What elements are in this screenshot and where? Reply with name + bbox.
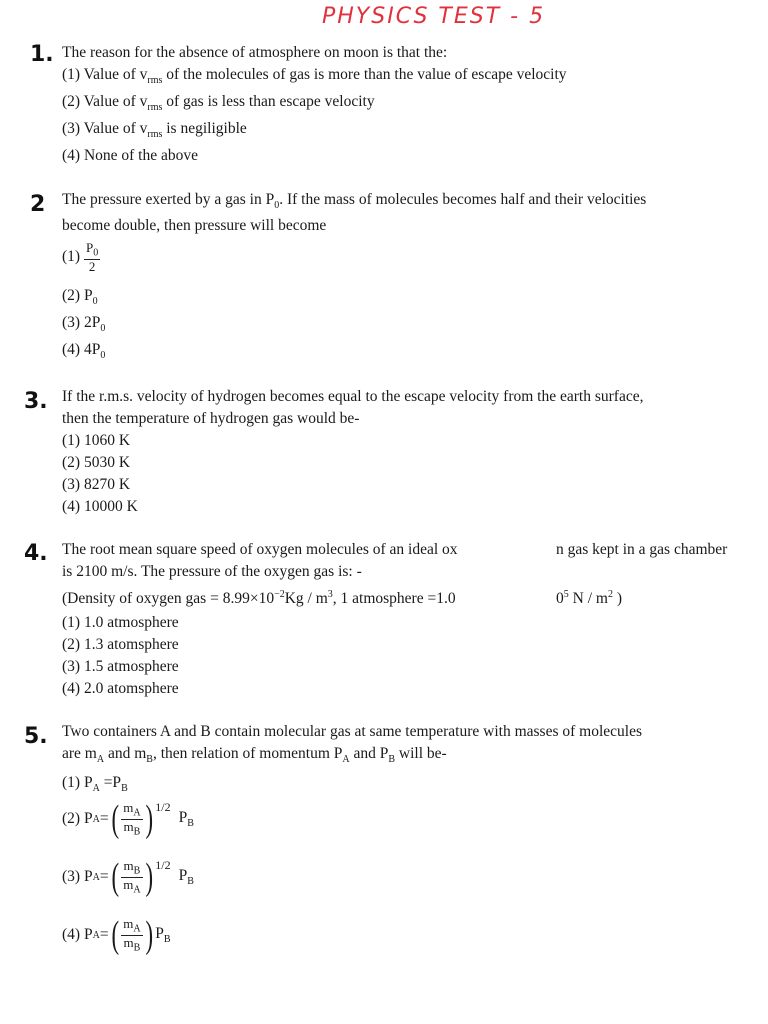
question-2-number: 2 [30,192,46,217]
question-5-option-4: (4) P A = ( $\frac{m_A}{m_B}$ ) $P_B$ [62,914,171,956]
question-4-text-line-3b: $0^5$ N / $m^2$ ) [556,589,622,608]
question-2-text-line-2: become double, then pressure will become [62,217,327,234]
fraction-ma-over-mb: $\frac{m_A}{m_B}$ [123,915,141,954]
fraction-mb-over-ma: $\frac{m_B}{m_A}$ [123,857,141,896]
question-5-option-2: (2) P A = ( $\frac{m_A}{m_B}$ ) $^{1/2}$ $P_B$ [62,798,194,840]
question-3-option-4: (4) 10000 K [62,498,138,515]
question-4-option-2: (2) 1.3 atomsphere [62,636,179,653]
question-3-text-line-1: If the r.m.s. velocity of hydrogen becomes equal to the escape velocity from the earth surface, [62,388,644,405]
fraction-ma-over-mb: $\frac{m_A}{m_B}$ [123,799,141,838]
question-1-option-4: (4) None of the above [62,147,199,164]
scan-gap [530,530,556,640]
question-1-number: 1. [30,42,54,67]
question-3-text-line-2: then the temperature of hydrogen gas would be- [62,410,360,427]
question-2-option-3: (3) $2P_0$ [62,314,106,335]
question-5-option-1: (1) $P_A =P_B$ [62,774,128,795]
question-4-option-4: (4) 2.0 atomsphere [62,680,179,697]
question-4-text-line-1b: n gas kept in a gas chamber [556,541,728,558]
question-3-option-1: (1) 1060 K [62,432,131,449]
question-2-option-2: (2) $P_0$ [62,287,98,308]
question-2-option-1: (1) $\frac{P_0}{2}$ [62,240,99,274]
question-4-text-line-1a: The root mean square speed of oxygen molecules of an ideal ox [62,541,458,558]
question-5-text-line-2: are $m_A$ and $m_B$, then relation of momentum $P_A$ and $P_B$ will be- [62,745,447,766]
question-4-text-line-3a: (Density of oxygen gas = $8.99\times 10^{-2}Kg / m^3$, 1 atmosphere =1.0 [62,589,456,608]
question-4-number: 4. [24,541,48,566]
question-4-text-line-2: is 2100 m/s. The pressure of the oxygen gas is: - [62,563,362,580]
question-5-option-3: (3) P A = ( $\frac{m_B}{m_A}$ ) $^{1/2}$ $P_B$ [62,856,194,898]
question-4-option-1: (1) 1.0 atmosphere [62,614,179,631]
fraction-p0-over-2: $\frac{P_0}{2}$ [85,240,99,274]
question-3-option-3: (3) 8270 K [62,476,131,493]
question-4-option-3: (3) 1.5 atmosphere [62,658,179,675]
question-5-number: 5. [24,724,48,749]
question-1-option-2: (2) Value of $v_{rms}$ of gas is less than escape velocity [62,93,375,114]
question-1-option-1: (1) Value of $v_{rms}$ of the molecules of gas is more than the value of escape velocity [62,66,567,87]
question-3-number: 3. [24,389,48,414]
question-2-text-line-1: The pressure exerted by a gas in $P_0$. If the mass of molecules becomes half and their velocities [62,191,647,212]
question-3-option-2: (2) 5030 K [62,454,131,471]
question-5-text-line-1: Two containers A and B contain molecular gas at same temperature with masses of molecules [62,723,642,740]
question-1-option-3: (3) Value of $v_{rms}$ is negiligible [62,120,247,141]
question-1-text: The reason for the absence of atmosphere on moon is that the: [62,44,448,61]
question-2-option-4: (4) $4P_0$ [62,341,106,362]
page-title: PHYSICS TEST - 5 [322,4,546,29]
